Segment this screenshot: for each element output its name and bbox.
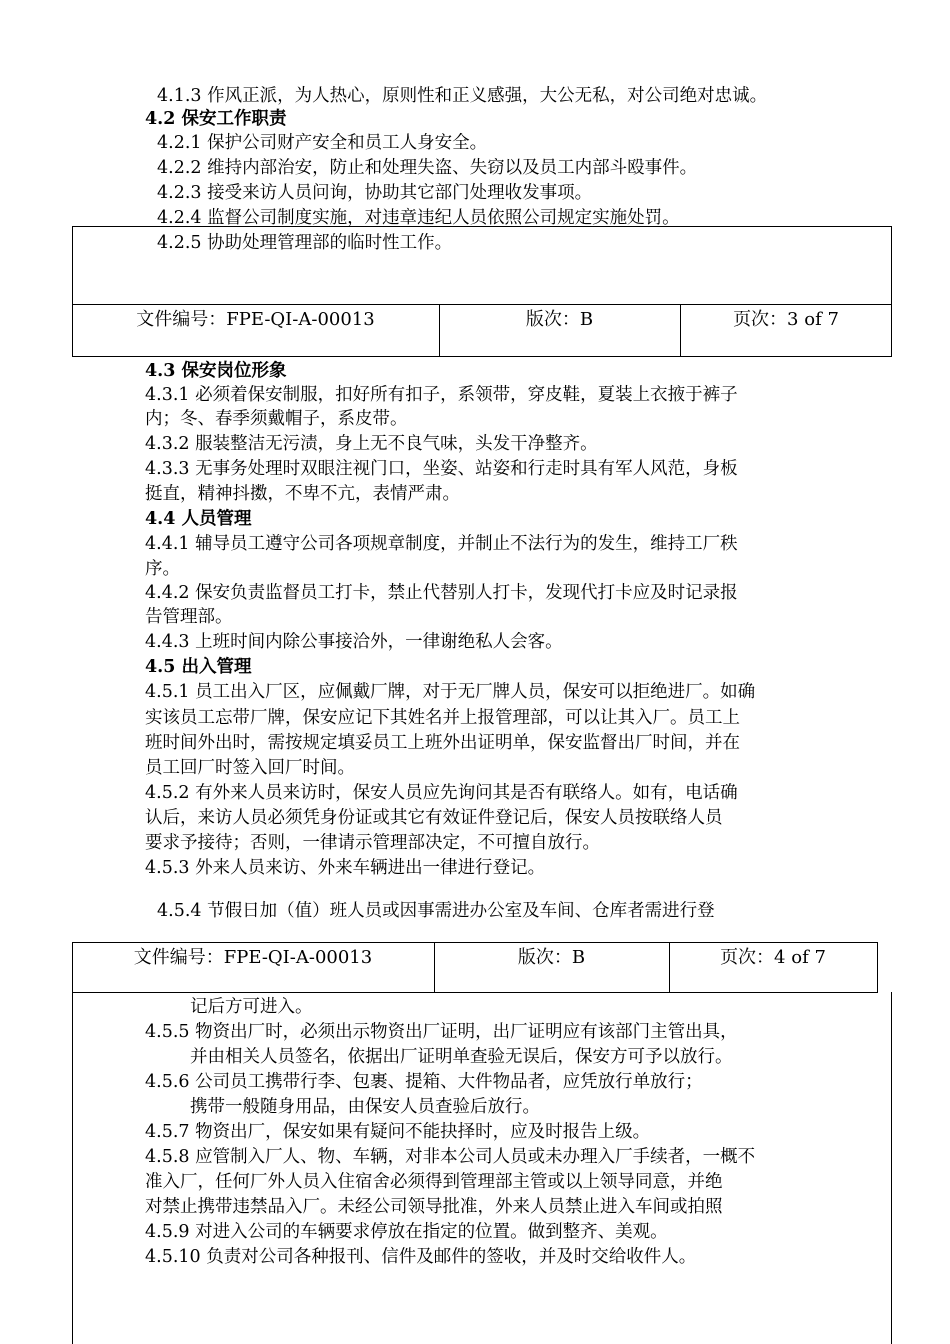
text-line: 4.2.5 协助处理管理部的临时性工作。 (157, 233, 453, 253)
text-line: 4.2.3 接受来访人员问询，协助其它部门处理收发事项。 (157, 183, 593, 203)
text-line: 4.5.3 外来人员来访、外来车辆进出一律进行登记。 (145, 858, 546, 878)
text-line: 内；冬、春季须戴帽子，系皮带。 (145, 409, 408, 429)
text-line: 4.5.1 员工出入厂区，应佩戴厂牌，对于无厂牌人员，保安可以拒绝进厂。如确 (145, 682, 756, 702)
text-line: 员工回厂时签入回厂时间。 (145, 758, 355, 778)
text-line: 实该员工忘带厂牌，保安应记下其姓名并上报管理部，可以让其入厂。员工上 (145, 708, 740, 728)
text-line: 携带一般随身用品，由保安人员查验后放行。 (190, 1097, 540, 1117)
text-line: 准入厂，任何厂外人员入住宿舍必须得到管理部主管或以上领导同意，并绝 (145, 1172, 723, 1192)
text-line: 4.3.1 必须着保安制服，扣好所有扣子，系领带，穿皮鞋，夏装上衣掖于裤子 (145, 385, 738, 405)
footer-divider (72, 942, 73, 1344)
text-line: 记后方可进入。 (190, 997, 313, 1017)
text-line: 4.5.8 应管制入厂人、物、车辆，对非本公司人员或未办理入厂手续者，一概不 (145, 1147, 756, 1167)
text-line: 4.3.2 服装整洁无污渍，身上无不良气味，头发干净整齐。 (145, 434, 598, 454)
footer-page-number: 页次：4 of 7 (720, 947, 826, 968)
section-heading: 4.2 保安工作职责 (145, 109, 287, 129)
text-line: 班时间外出时，需按规定填妥员工上班外出证明单，保安监督出厂时间，并在 (145, 733, 740, 753)
text-line: 4.5.2 有外来人员来访时，保安人员应先询问其是否有联络人。如有，电话确 (145, 783, 738, 803)
text-line: 要求予接待；否则，一律请示管理部决定，不可擅自放行。 (145, 833, 600, 853)
footer-divider (877, 942, 878, 992)
footer-divider (72, 304, 892, 305)
text-line: 4.5.9 对进入公司的车辆要求停放在指定的位置。做到整齐、美观。 (145, 1222, 668, 1242)
footer-version: 版次：B (525, 309, 594, 330)
text-line: 4.4.3 上班时间内除公事接洽外，一律谢绝私人会客。 (145, 632, 563, 652)
text-line: 4.2.4 监督公司制度实施，对违章违纪人员依照公司规定实施处罚。 (157, 208, 680, 228)
footer-doc-number: 文件编号：FPE-QI-A-00013 (133, 947, 373, 968)
text-line: 对禁止携带违禁品入厂。未经公司领导批准，外来人员禁止进入车间或拍照 (145, 1197, 723, 1217)
text-line: 4.1.3 作风正派，为人热心，原则性和正义感强，大公无私，对公司绝对忠诚。 (157, 86, 768, 106)
text-line: 4.3.3 无事务处理时双眼注视门口，坐姿、站姿和行走时具有军人风范，身板 (145, 459, 738, 479)
text-line: 4.2.2 维持内部治安，防止和处理失盗、失窃以及员工内部斗殴事件。 (157, 158, 698, 178)
text-line: 4.4.2 保安负责监督员工打卡，禁止代替别人打卡，发现代打卡应及时记录报 (145, 583, 738, 603)
footer-divider (72, 992, 878, 993)
text-line: 4.5.6 公司员工携带行李、包裹、提箱、大件物品者，应凭放行单放行； (145, 1072, 703, 1092)
text-line: 告管理部。 (145, 607, 233, 627)
footer-version: 版次：B (517, 947, 586, 968)
text-line: 4.4.1 辅导员工遵守公司各项规章制度，并制止不法行为的发生，维持工厂秩 (145, 534, 738, 554)
section-heading: 4.4 人员管理 (145, 509, 252, 529)
section-heading: 4.3 保安岗位形象 (145, 361, 287, 381)
text-line: 4.5.10 负责对公司各种报刊、信件及邮件的签收，并及时交给收件人。 (145, 1247, 697, 1267)
footer-divider (72, 942, 878, 943)
text-line: 4.5.7 物资出厂，保安如果有疑问不能抉择时，应及时报告上级。 (145, 1122, 651, 1142)
text-line: 并由相关人员签名，依据出厂证明单查验无误后，保安方可予以放行。 (190, 1047, 733, 1067)
text-line: 认后，来访人员必须凭身份证或其它有效证件登记后，保安人员按联络人员 (145, 808, 723, 828)
footer-doc-number: 文件编号：FPE-QI-A-00013 (136, 309, 375, 330)
text-line: 4.2.1 保护公司财产安全和员工人身安全。 (157, 133, 488, 153)
text-line: 4.5.4 节假日加（值）班人员或因事需进办公室及车间、仓库者需进行登 (157, 901, 715, 921)
text-line: 挺直，精神抖擞，不卑不亢，表情严肃。 (145, 484, 460, 504)
text-line: 4.5.5 物资出厂时，必须出示物资出厂证明，出厂证明应有该部门主管出具， (145, 1022, 738, 1042)
section-heading: 4.5 出入管理 (145, 657, 252, 677)
text-line: 序。 (145, 559, 180, 579)
page-border (891, 992, 892, 1344)
footer-page-number: 页次：3 of 7 (733, 309, 839, 330)
